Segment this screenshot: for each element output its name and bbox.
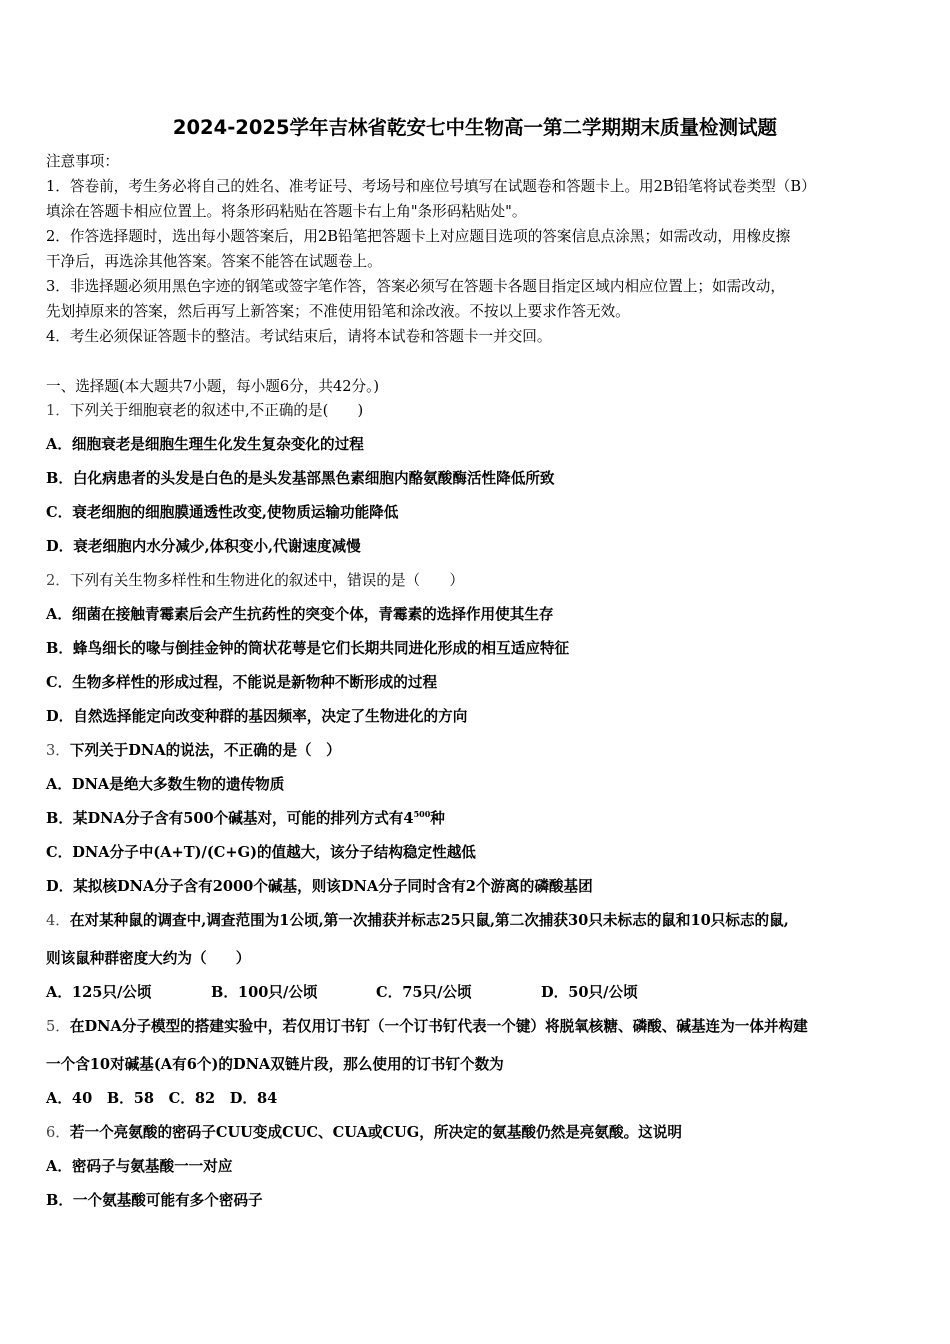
question-1 (46, 401, 363, 421)
q3-option-b (46, 809, 445, 829)
notice-line-3: 2．作答选择题时，选出每小题答案后，用2B铅笔把答题卡上对应题目选项的答案信息点涂黑；如需改动，用橡皮擦 (46, 228, 791, 245)
q3-option-a: A．DNA是绝大多数生物的遗传物质 (46, 776, 285, 793)
question-3 (46, 741, 341, 761)
question-5 (46, 1017, 808, 1037)
option-text: B．某DNA分子含有500个碱基对，可能的排列方式有4 (46, 810, 414, 827)
question-number: 1． (46, 402, 70, 419)
question-number: 4． (46, 912, 70, 929)
q4-option-c: C．75只/公顷 (376, 984, 472, 1001)
question-stem: 若一个亮氨酸的密码子CUU变成CUC、CUA或CUG，所决定的氨基酸仍然是亮氨酸。这说明 (69, 1124, 682, 1141)
question-number: 3． (46, 742, 70, 759)
q2-option-d: D．自然选择能定向改变种群的基因频率，决定了生物进化的方向 (46, 708, 468, 725)
q4-option-a: A．125只/公顷 (46, 984, 152, 1001)
q4-option-b: B．100只/公顷 (211, 984, 318, 1001)
question-6 (46, 1123, 682, 1143)
question-number: 6． (46, 1124, 70, 1141)
question-stem: 在DNA分子模型的搭建实验中，若仅用订书钉（一个订书钉代表一个键）将脱氧核糖、磷酸、碱基连为一体并构建 (69, 1018, 808, 1035)
notice-line-4: 干净后，再选涂其他答案。答案不能答在试题卷上。 (46, 253, 382, 270)
q2-option-c: C．生物多样性的形成过程，不能说是新物种不断形成的过程 (46, 674, 438, 691)
question-4 (46, 911, 789, 931)
exponent: 500 (413, 809, 431, 819)
question-number: 5． (46, 1018, 70, 1035)
question-number: 2． (46, 572, 70, 589)
option-text-end: 种 (430, 810, 445, 827)
q2-option-a: A．细菌在接触青霉素后会产生抗药性的突变个体，青霉素的选择作用使其生存 (46, 606, 554, 623)
page-title: 2024-2025学年吉林省乾安七中生物高一第二学期期末质量检测试题 (172, 116, 778, 139)
question-stem: 下列有关生物多样性和生物进化的叙述中，错误的是（ ） (69, 572, 464, 589)
q1-option-d: D．衰老细胞内水分减少,体积变小,代谢速度减慢 (46, 538, 361, 555)
notice-line-6: 先划掉原来的答案，然后再写上新答案；不准使用铅笔和涂改液。不按以上要求作答无效。 (46, 303, 630, 320)
q6-option-a: A．密码子与氨基酸一一对应 (46, 1158, 233, 1175)
question-stem: 下列关于DNA的说法，不正确的是（ ） (69, 742, 341, 759)
q3-option-d: D．某拟核DNA分子含有2000个碱基，则该DNA分子同时含有2个游离的磷酸基团 (46, 878, 593, 895)
q1-option-c: C．衰老细胞的细胞膜通透性改变,使物质运输功能降低 (46, 504, 399, 521)
question-5-stem-cont: 一个含10对碱基(A有6个)的DNA双链片段，那么使用的订书钉个数为 (46, 1056, 504, 1073)
question-stem: 下列关于细胞衰老的叙述中,不正确的是( ) (69, 402, 364, 419)
question-2 (46, 571, 464, 591)
question-stem: 在对某种鼠的调查中,调查范围为1公顷,第一次捕获并标志25只鼠,第二次捕获30只未标志的鼠和10只标志的鼠, (69, 912, 789, 929)
q2-option-b: B．蜂鸟细长的喙与倒挂金钟的筒状花萼是它们长期共同进化形成的相互适应特征 (46, 640, 570, 657)
q1-option-b: B．白化病患者的头发是白色的是头发基部黑色素细胞内酪氨酸酶活性降低所致 (46, 470, 555, 487)
q4-option-d: D．50只/公顷 (541, 984, 638, 1001)
q3-option-c: C．DNA分子中(A+T)/(C+G)的值越大，该分子结构稳定性越低 (46, 844, 476, 861)
section-heading: 一、选择题(本大题共7小题，每小题6分，共42分。) (46, 378, 380, 395)
notice-line-7: 4．考生必须保证答题卡的整洁。考试结束后，请将本试卷和答题卡一并交回。 (46, 328, 552, 345)
q4-options (46, 983, 638, 1003)
question-4-stem-cont: 则该鼠种群密度大约为（ ） (46, 950, 251, 967)
notice-line-5: 3．非选择题必须用黑色字迹的钢笔或签字笔作答，答案必须写在答题卡各题目指定区域内相应位置上；如需改动， (46, 278, 785, 295)
notice-heading: 注意事项： (46, 153, 119, 170)
q5-options: A．40 B．58 C．82 D．84 (46, 1090, 278, 1107)
notice-line-1: 1．答卷前，考生务必将自己的姓名、准考证号、考场号和座位号填写在试题卷和答题卡上。用2B铅笔将试卷类型（B） (46, 178, 816, 195)
q1-option-a: A．细胞衰老是细胞生理生化发生复杂变化的过程 (46, 436, 364, 453)
q6-option-b: B．一个氨基酸可能有多个密码子 (46, 1192, 263, 1209)
notice-line-2: 填涂在答题卡相应位置上。将条形码粘贴在答题卡右上角"条形码粘贴处"。 (46, 203, 527, 220)
